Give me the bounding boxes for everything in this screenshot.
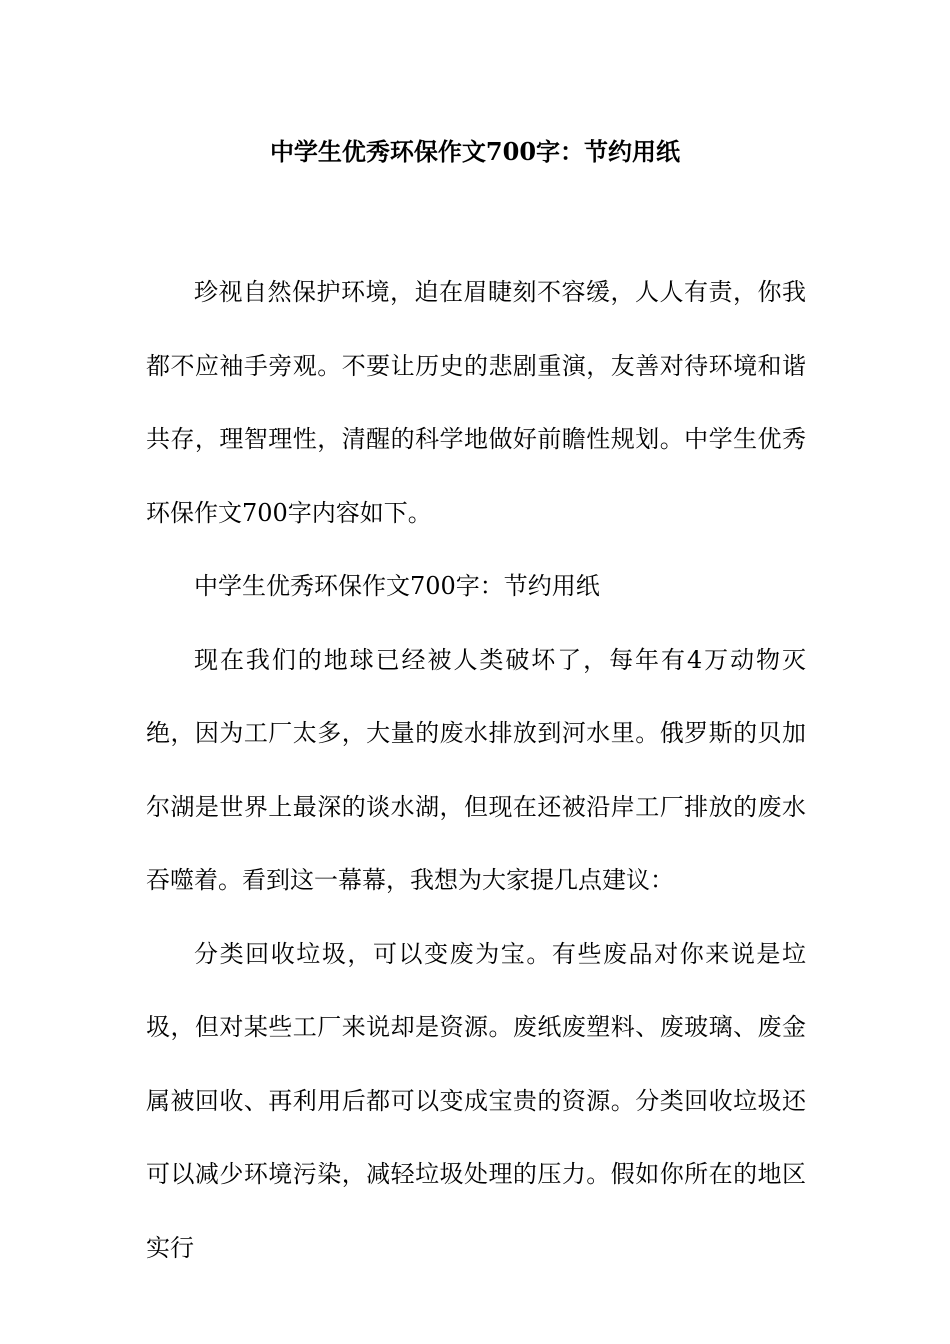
paragraph-recycling: 分类回收垃圾，可以变废为宝。有些废品对你来说是垃圾，但对某些工厂来说却是资源。废纸废塑料、废玻璃、废金属被回收、再利用后都可以变成宝贵的资源。分类回收垃圾还可以减少环境污染，减轻垃圾处理的压力。假如你所在的地区实行 [146, 939, 806, 1262]
paragraph-subtitle: 中学生优秀环保作文700字：节约用纸 [194, 572, 600, 600]
document-body [146, 256, 806, 1285]
document-title: 中学生优秀环保作文700字：节约用纸 [269, 137, 681, 166]
paragraph-earth: 现在我们的地球已经被人类破坏了，每年有4万动物灭绝，因为工厂太多，大量的废水排放到河水里。俄罗斯的贝加尔湖是世界上最深的谈水湖，但现在还被沿岸工厂排放的废水吞噬着。看到这一幕幕，我想为大家提几点建议： [146, 645, 806, 894]
paragraph-intro: 珍视自然保护环境，迫在眉睫刻不容缓，人人有责，你我都不应袖手旁观。不要让历史的悲剧重演，友善对待环境和谐共存，理智理性，清醒的科学地做好前瞻性规划。中学生优秀环保作文700字内容如下。 [146, 278, 806, 527]
